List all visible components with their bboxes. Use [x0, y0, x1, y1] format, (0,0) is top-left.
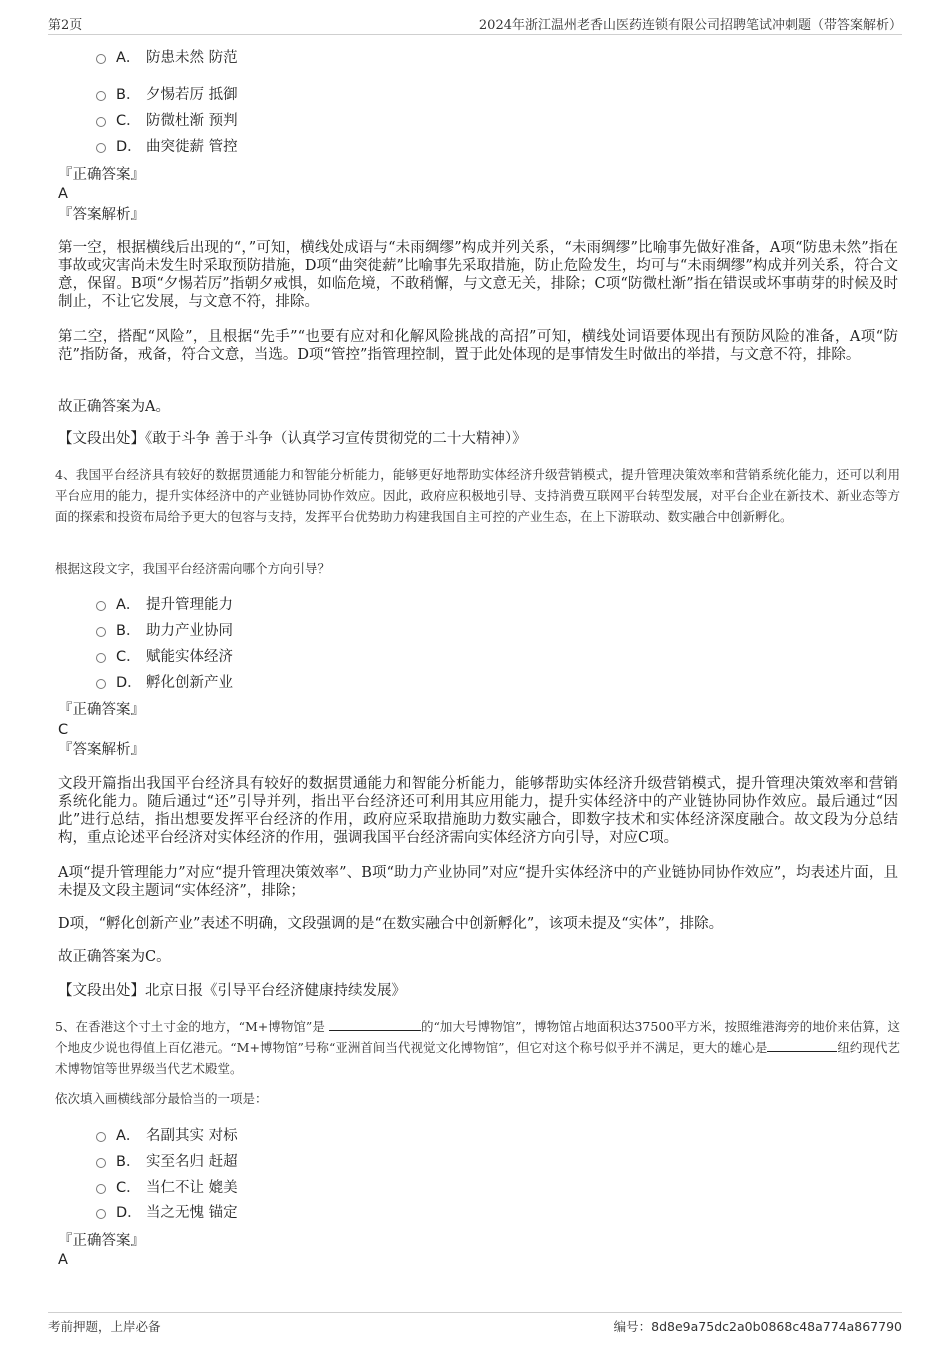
- q4-analysis-paragraph: 文段开篇指出我国平台经济具有较好的数据贯通能力和智能分析能力，能够帮助实体经济升级营销模式，提升管理决策效率和营销系统化能力。随后通过“还”引导并列，指出平台经济还可利用其应用能力，提升实体经济中的产业链协同协作效应。最后通过“因此”进行总结，指出想要发挥平台经济的作用，政府应采取措施助力数实融合，即数字技术和实体经济深度融合。故文段为分总结构，重点论述平台经济对实体经济的作用，强调我国平台经济需向实体经济方向引导，对应C项。: [58, 776, 898, 846]
- q4-analysis-paragraph: D项，“孵化创新产业”表述不明确，文段强调的是“在数实融合中创新孵化”，该项未提及“实体”，排除。: [58, 916, 724, 932]
- q3-analysis-label: 『答案解析』: [58, 207, 145, 223]
- radio-icon[interactable]: [96, 117, 106, 127]
- q5-question-text: 5、在香港这个寸土寸金的地方，“M+博物馆”是 的“加大号博物馆”，博物馆占地面积达37500平方米，按照维港海旁的地价来估算，这个地皮少说也得值上百亿港元。“M+博物馆”号称“亚洲首间当代视觉文化博物馆”，但它对这个称号似乎并不满足，更大的雄心是 纽约现代艺术博物馆等世界级当代艺术殿堂。: [55, 1019, 900, 1076]
- q5-option-a[interactable]: A． 名副其实 对标: [96, 1126, 238, 1146]
- radio-icon[interactable]: [96, 601, 106, 611]
- q3-analysis-paragraph: 第二空，搭配“风险”，且根据“先手”“也要有应对和化解风险挑战的高招”可知，横线处词语要体现出有预防风险的准备，A项“防范”指防备，戒备，符合文意，当选。D项“管控”指管理控制，置于此处体现的是事情发生时做出的举措，与文意不符，排除。: [58, 329, 898, 363]
- document-code: 编号：8d8e9a75dc2a0b0868c48a774a867790: [613, 1319, 902, 1334]
- q5-prompt: 依次填入画横线部分最恰当的一项是：: [55, 1091, 268, 1106]
- page-number: 第2页: [48, 18, 83, 33]
- radio-icon[interactable]: [96, 653, 106, 663]
- radio-icon[interactable]: [96, 679, 106, 689]
- q3-option-d[interactable]: D． 曲突徙薪 管控: [96, 137, 238, 157]
- radio-icon[interactable]: [96, 143, 106, 153]
- radio-icon[interactable]: [96, 627, 106, 637]
- q3-option-c[interactable]: C． 防微杜渐 预判: [96, 111, 238, 131]
- q3-answer: A: [58, 186, 68, 202]
- radio-icon[interactable]: [96, 1132, 106, 1142]
- q4-source: 【文段出处】北京日报《引导平台经济健康持续发展》: [58, 983, 406, 999]
- radio-icon[interactable]: [96, 1184, 106, 1194]
- q3-option-a[interactable]: A． 防患未然 防范: [96, 48, 238, 68]
- q4-answer: C: [58, 722, 69, 738]
- q3-option-b[interactable]: B． 夕惕若厉 抵御: [96, 85, 238, 105]
- q5-option-d[interactable]: D． 当之无愧 锚定: [96, 1203, 238, 1223]
- q4-answer-label: 『正确答案』: [58, 702, 145, 718]
- q3-source: 【文段出处】《敢于斗争 善于斗争（认真学习宣传贯彻党的二十大精神）》: [58, 431, 527, 447]
- q4-option-b[interactable]: B． 助力产业协同: [96, 621, 233, 641]
- q4-option-c[interactable]: C． 赋能实体经济: [96, 647, 233, 667]
- q3-analysis-paragraph: 第一空，根据横线后出现的“，”可知，横线处成语与“未雨绸缪”构成并列关系，“未雨绸缪”比喻事先做好准备，A项“防患未然”指在事故或灾害尚未发生时采取预防措施，D项“曲突徙薪”比喻事先采取措施，防止危险发生，均可与“未雨绸缪”构成并列关系，符合文意，保留。B项“夕惕若厉”指朝夕戒惧，如临危境，不敢稍懈，与文意无关，排除；C项“防微杜渐”指在错误或坏事萌芽的时候及时制止，不让它发展，与文意不符，排除。: [58, 240, 898, 310]
- q3-answer-label: 『正确答案』: [58, 167, 145, 183]
- q4-prompt: 根据这段文字，我国平台经济需向哪个方向引导？: [55, 561, 331, 576]
- radio-icon[interactable]: [96, 1209, 106, 1219]
- fill-blank[interactable]: [329, 1018, 421, 1031]
- q5-answer: A: [58, 1252, 68, 1268]
- q5-option-b[interactable]: B． 实至名归 赶超: [96, 1152, 238, 1172]
- radio-icon[interactable]: [96, 54, 106, 64]
- q4-analysis-paragraph: A项“提升管理能力”对应“提升管理决策效率”、B项“助力产业协同”对应“提升实体经济中的产业链协同协作效应”，均表述片面，且未提及文段主题词“实体经济”，排除；: [58, 865, 898, 899]
- q5-option-c[interactable]: C． 当仁不让 媲美: [96, 1178, 238, 1198]
- radio-icon[interactable]: [96, 1158, 106, 1168]
- q3-conclusion: 故正确答案为A。: [58, 399, 170, 415]
- q4-analysis-label: 『答案解析』: [58, 742, 145, 758]
- page-footer: [48, 1312, 902, 1340]
- q4-question-text: 4、我国平台经济具有较好的数据贯通能力和智能分析能力，能够更好地帮助实体经济升级营销模式，提升管理决策效率和营销系统化能力，还可以利用平台应用的能力，提升实体经济中的产业链协同协作效应。因此，政府应积极地引导、支持消费互联网平台转型发展，对平台企业在新技术、新业态等方面的探索和投资布局给予更大的包容与支持，发挥平台优势助力构建我国自主可控的产业生态，在上下游联动、数实融合中创新孵化。: [55, 467, 900, 524]
- fill-blank[interactable]: [767, 1039, 837, 1052]
- q4-option-d[interactable]: D． 孵化创新产业: [96, 673, 233, 693]
- document-title: 2024年浙江温州老香山医药连锁有限公司招聘笔试冲刺题（带答案解析）: [478, 18, 902, 33]
- page-header: [48, 14, 902, 35]
- q5-answer-label: 『正确答案』: [58, 1233, 145, 1249]
- q4-conclusion: 故正确答案为C。: [58, 949, 171, 965]
- q4-option-a[interactable]: A． 提升管理能力: [96, 595, 233, 615]
- radio-icon[interactable]: [96, 91, 106, 101]
- footer-slogan: 考前押题，上岸必备: [48, 1319, 161, 1334]
